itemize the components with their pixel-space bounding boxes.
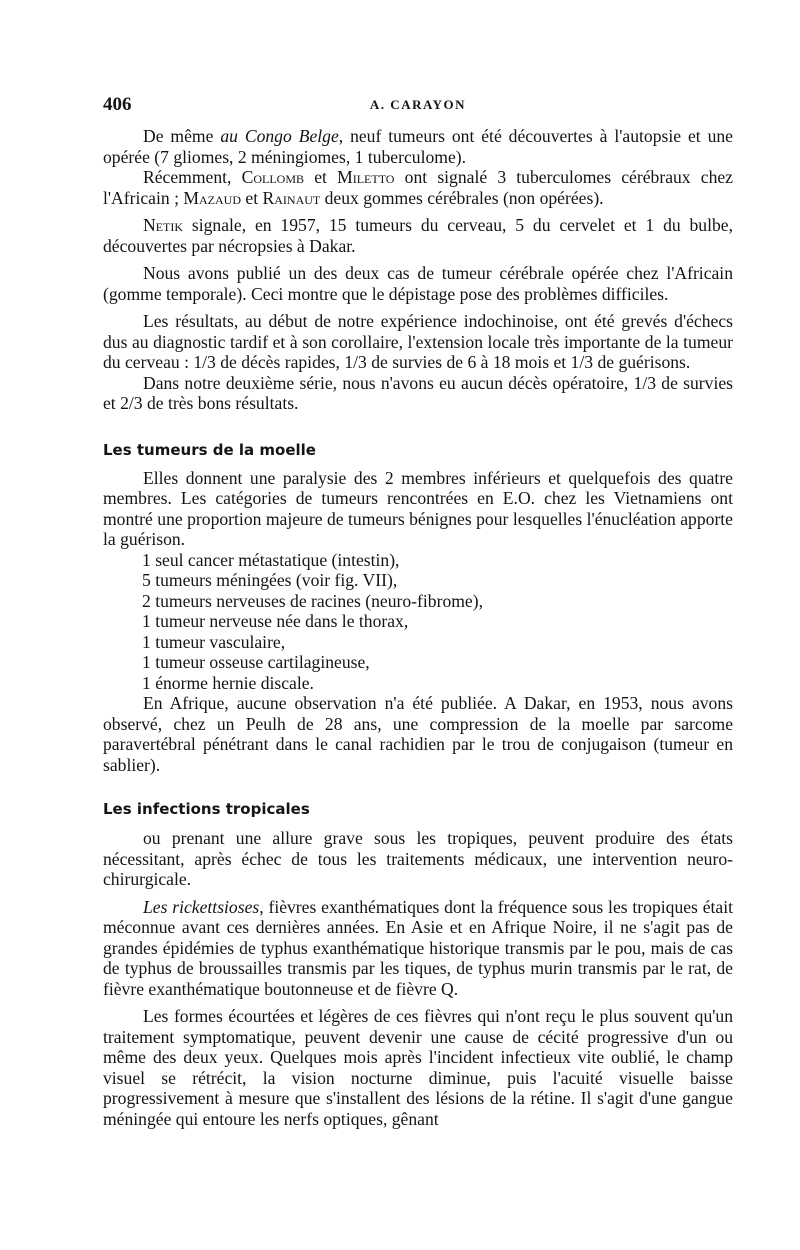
page-header [103,94,733,116]
paragraph-infections: ou prenant une allure grave sous les tropiques, peuvent produire des états nécessitant, après échec de tous les traitements médicaux, une intervention neuro-chirurgicale. [103,828,733,889]
author-name: Mazaud [183,187,241,208]
section-heading-moelle: Les tumeurs de la moelle [103,440,316,459]
list-item: 1 seul cancer métastatique (intestin), [142,549,400,570]
italic-place: au Congo Belge [220,126,339,146]
running-head: A. CARAYON [369,97,467,112]
list-item: 2 tumeurs nerveuses de racines (neuro-fibrome), [142,590,483,611]
section-heading-infections: Les infections tropicales [103,800,310,818]
list-item: 1 tumeur vasculaire, [142,631,286,652]
page-body [103,126,733,1129]
paragraph-formes: Les formes écourtées et légères de ces fièvres qui n'ont reçu le plus souvent qu'un traitement symptomatique, peuvent devenir une cause de cécité progressive d'un ou même des deux yeux. Quelques mois après l'incident infectieux vite oublié, le champ visuel se rétrécit, la vision nocturne diminue, puis l'acuité visuelle baisse progressivement à mesure que s'installent des lésions de la rétine. Il s'agit d'une gangue méningée qui entoure les nerfs optiques, gênant [103,1006,733,1129]
list-item: 5 tumeurs méningées (voir fig. VII), [142,570,398,590]
paragraph-tuberculomes: Récemment, Collomb et Miletto ont signalé 3 tuberculomes cérébraux chez l'Africain ; Mazaud et Rainaut deux gommes cérébrales (non opérées). [103,167,733,208]
paragraph-gomme: Nous avons publié un des deux cas de tumeur cérébrale opérée chez l'Africain (gomme temporale). Ceci montre que le dépistage pose des problèmes difficiles. [103,263,733,304]
italic-term: Les rickettsioses, [143,896,264,917]
paragraph-netik: Netik signale, en 1957, 15 tumeurs du cerveau, 5 du cervelet et 1 du bulbe, découvertes par nécropsies à Dakar. [103,215,733,256]
paragraph-deuxieme-serie: Dans notre deuxième série, nous n'avons eu aucun décès opératoire, 1/3 de survies et 2/3 de très bons résultats. [103,372,733,413]
page-number: 406 [103,94,132,115]
list-item: 1 énorme hernie discale. [142,672,314,693]
paragraph-resultats: Les résultats, au début de notre expérience indochinoise, ont été grevés d'échecs dus au diagnostic tardif et à son corollaire, l'extension locale très importante de la tumeur du cerveau : 1/3 de décès rapides, 1/3 de survies de 6 à 18 mois et 1/3 de guérisons. [103,311,733,372]
author-name: Rainaut [262,187,321,208]
author-name: Netik [143,215,184,235]
list-item: 1 tumeur osseuse cartilagineuse, [142,652,370,672]
list-item: 1 tumeur nerveuse née dans le thorax, [142,611,409,631]
tumor-list [103,550,733,694]
paragraph-rickettsioses: Les rickettsioses, fièvres exanthématiques dont la fréquence sous les tropiques était méconnue avant ces dernières années. En Asie et en Afrique Noire, il ne s'agit pas de grandes épidémies de typhus exanthématique historique transmis par le pou, mais de cas de typhus de broussailles transmis par les tiques, de typhus murin transmis par le rat, de fièvre exanthématique boutonneuse et de fièvre Q. [103,896,733,999]
author-name: Collomb [241,167,305,187]
paragraph-moelle: Elles donnent une paralysie des 2 membres inférieurs et quelquefois des quatre membres. Les catégories de tumeurs rencontrées en E.O. chez les Vietnamiens ont montré une proportion majeure de tumeurs bénignes pour lesquelles l'énucléation apporte la guérison. [103,467,733,549]
author-name: Miletto [337,167,395,187]
paragraph-congo: De même au Congo Belge, neuf tumeurs ont été découvertes à l'autopsie et une opérée (7 gliomes, 2 méningiomes, 1 tuberculome). [103,126,733,167]
paragraph-afrique: En Afrique, aucune observation n'a été publiée. A Dakar, en 1953, nous avons observé, chez un Peulh de 28 ans, une compression de la moelle par sarcome paravertébral pénétrant dans le canal rachidien par le trou de conjugaison (tumeur en sablier). [103,693,733,775]
